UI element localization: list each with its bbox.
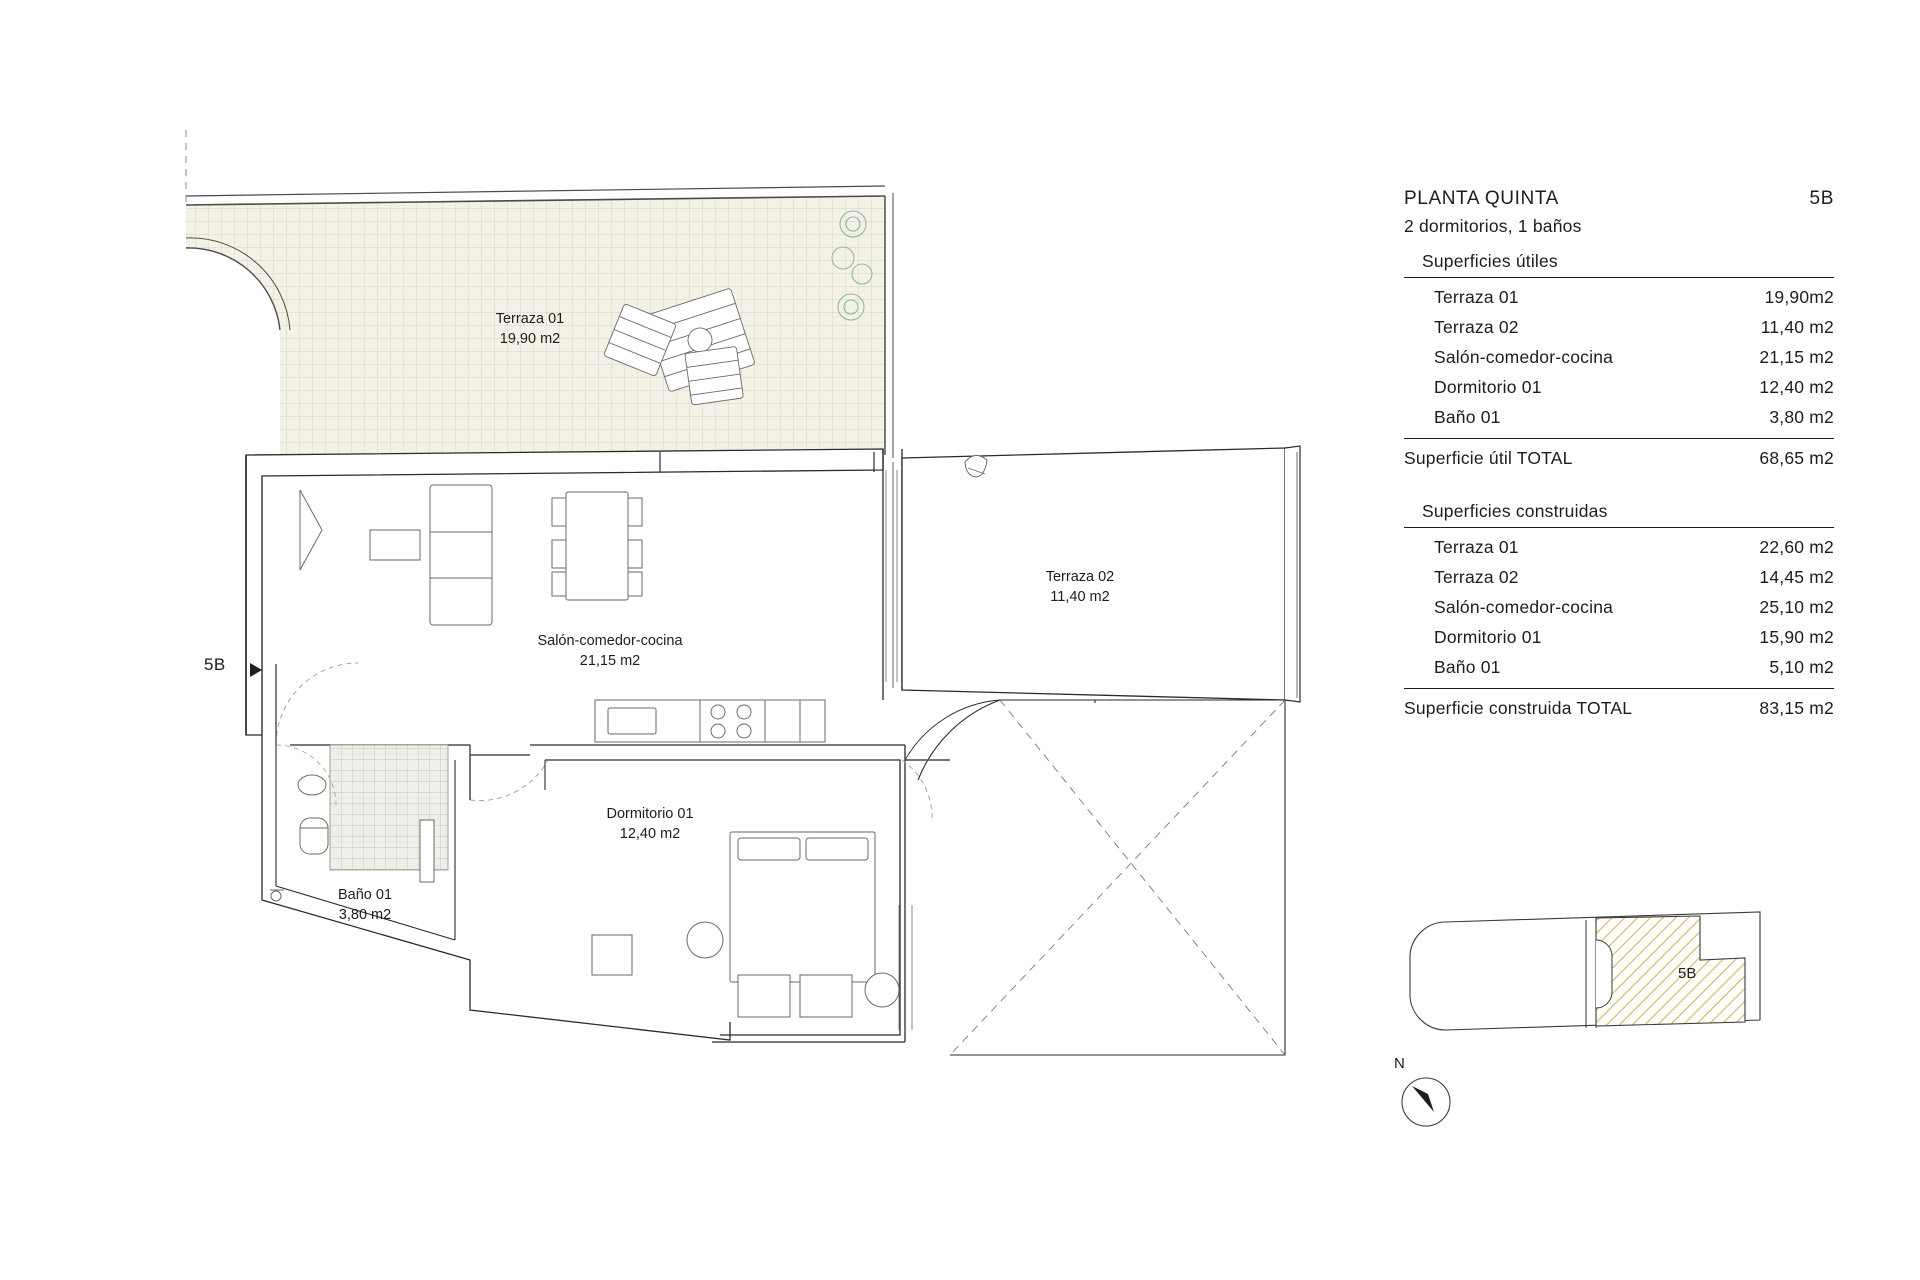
row-label: Dormitorio 01 [1434, 626, 1542, 647]
row-label: Terraza 01 [1434, 536, 1519, 557]
legend-panel [1404, 188, 1834, 719]
useful-total-row [1404, 438, 1834, 469]
table-row [1404, 372, 1834, 402]
table-row [1404, 562, 1834, 592]
room-area: 11,40 m2 [1050, 588, 1110, 605]
table-row [1404, 342, 1834, 372]
table-row [1404, 282, 1834, 312]
row-value: 15,90 m2 [1759, 626, 1834, 647]
table-row [1404, 402, 1834, 432]
unit-entry-tag: 5B [204, 655, 226, 674]
row-label: Salón-comedor-cocina [1434, 596, 1614, 617]
table-row [1404, 532, 1834, 562]
legend-subtitle: 2 dormitorios, 1 baños [1404, 216, 1582, 236]
row-value: 22,60 m2 [1759, 536, 1834, 557]
key-plan-unit-label: 5B [1678, 965, 1697, 982]
legend-spacer [1404, 469, 1834, 487]
row-value: 25,10 m2 [1759, 596, 1834, 617]
table-row [1404, 622, 1834, 652]
living-room-furniture [300, 485, 642, 625]
room-name: Terraza 02 [1045, 569, 1115, 585]
bedroom-furniture [592, 832, 899, 1017]
row-value: 3,80 m2 [1769, 406, 1834, 427]
legend-unit-code: 5B [1809, 188, 1834, 209]
row-label: Baño 01 [1434, 406, 1501, 427]
row-value: 11,40 m2 [1760, 316, 1834, 337]
room-area: 19,90 m2 [499, 330, 561, 347]
built-total-row [1404, 688, 1834, 719]
row-label: Terraza 01 [1434, 286, 1519, 307]
kitchen-units [595, 700, 825, 742]
row-value: 21,15 m2 [1759, 346, 1834, 367]
compass-north-label: N [1394, 1055, 1405, 1072]
room-name: Baño 01 [337, 887, 393, 903]
total-label: Superficie construida TOTAL [1404, 698, 1633, 718]
useful-areas-list [1404, 282, 1834, 432]
room-area: 12,40 m2 [619, 825, 681, 842]
legend-header [1404, 188, 1834, 210]
built-areas-list [1404, 532, 1834, 682]
built-areas-header: Superficies construidas [1404, 501, 1834, 528]
row-value: 5,10 m2 [1769, 656, 1834, 677]
room-label-dormitorio-01 [560, 805, 740, 844]
compass-rose [1390, 1050, 1480, 1140]
row-value: 19,90m2 [1764, 286, 1834, 307]
row-label: Dormitorio 01 [1434, 376, 1542, 397]
lower-roof-outline [905, 700, 1285, 1055]
room-name: Terraza 01 [495, 311, 565, 327]
table-row [1404, 652, 1834, 682]
row-value: 14,45 m2 [1759, 566, 1834, 587]
row-label: Terraza 02 [1434, 316, 1519, 337]
total-value: 83,15 m2 [1759, 698, 1834, 718]
row-label: Salón-comedor-cocina [1434, 346, 1614, 367]
room-label-terraza-02 [990, 568, 1170, 607]
row-label: Baño 01 [1434, 656, 1501, 677]
total-value: 68,65 m2 [1759, 448, 1834, 468]
useful-areas-header: Superficies útiles [1404, 251, 1834, 278]
key-plan [1400, 900, 1800, 1060]
row-value: 12,40 m2 [1759, 376, 1834, 397]
room-label-salon [490, 632, 730, 671]
total-label: Superficie útil TOTAL [1404, 448, 1573, 468]
room-area: 3,80 m2 [338, 906, 392, 923]
room-label-bano-01 [290, 886, 440, 925]
row-label: Terraza 02 [1434, 566, 1519, 587]
table-row [1404, 312, 1834, 342]
room-name: Salón-comedor-cocina [537, 633, 683, 649]
room-label-terraza-01 [440, 310, 620, 349]
table-row [1404, 592, 1834, 622]
room-area: 21,15 m2 [579, 652, 641, 669]
room-name: Dormitorio 01 [606, 806, 694, 822]
legend-title: PLANTA QUINTA [1404, 188, 1559, 209]
